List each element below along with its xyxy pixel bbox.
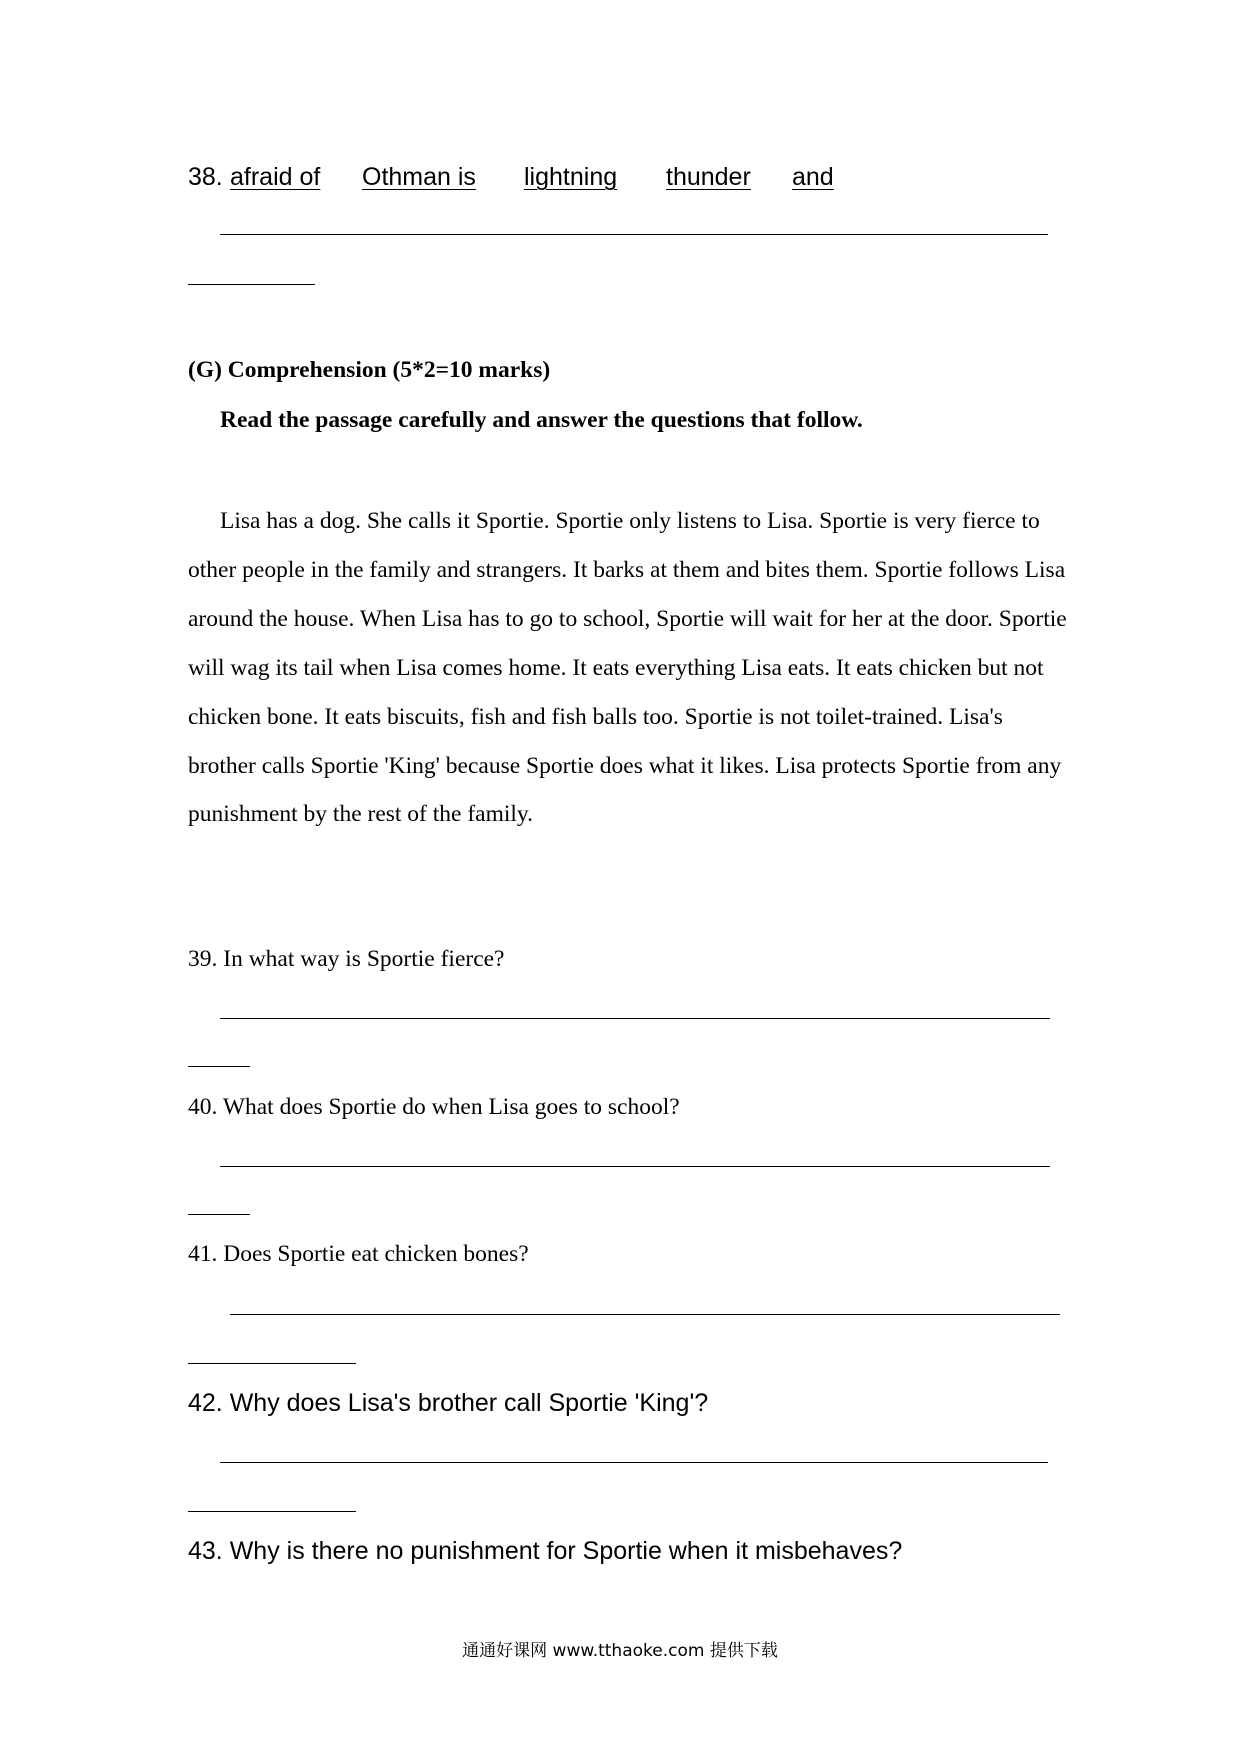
answer-line[interactable] xyxy=(220,1018,1050,1019)
question-text: 42. Why does Lisa's brother call Sportie 'King'? xyxy=(188,1389,709,1417)
word-tile: afraid of xyxy=(230,163,321,191)
answer-line[interactable] xyxy=(220,234,1048,235)
question-text: 40. What does Sportie do when Lisa goes to school? xyxy=(188,1094,680,1120)
word-tile: lightning xyxy=(524,163,618,191)
word-tile: Othman is xyxy=(362,163,476,191)
page-footer: 通通好课网 www.tthaoke.com 提供下载 xyxy=(462,1641,778,1661)
section-title: (G) Comprehension (5*2=10 marks) xyxy=(188,357,551,383)
answer-line-continued[interactable] xyxy=(188,284,315,285)
answer-line[interactable] xyxy=(220,1166,1050,1167)
reading-passage: Lisa has a dog. She calls it Sportie. Sportie only listens to Lisa. Sportie is very fierce to other people in the family and strangers. It barks at them and bites them. Sportie follows Lisa around the house. When Lisa has to go to school, Sportie will wait for her at the door. Sportie will wag its tail when Lisa comes home. It eats everything Lisa eats. It eats chicken but not chicken bone. It eats biscuits, fish and fish balls too. Sportie is not toilet-trained. Lisa's brother calls Sportie 'King' because Sportie does what it likes. Lisa protects Sportie from any punishment by the rest of the family. xyxy=(188,508,1067,828)
answer-line-continued[interactable] xyxy=(188,1066,250,1067)
word-tile: and xyxy=(792,163,834,191)
question-text: 43. Why is there no punishment for Sportie when it misbehaves? xyxy=(188,1537,903,1565)
question-text: 41. Does Sportie eat chicken bones? xyxy=(188,1241,529,1267)
answer-line-continued[interactable] xyxy=(188,1511,356,1512)
question-text: 39. In what way is Sportie fierce? xyxy=(188,946,505,972)
word-tile: thunder xyxy=(666,163,751,191)
answer-line[interactable] xyxy=(220,1462,1048,1463)
section-instruction: Read the passage carefully and answer the questions that follow. xyxy=(220,407,863,433)
question-number: 38. xyxy=(188,163,223,191)
answer-line-continued[interactable] xyxy=(188,1363,356,1364)
answer-line-continued[interactable] xyxy=(188,1214,250,1215)
answer-line[interactable] xyxy=(230,1314,1060,1315)
